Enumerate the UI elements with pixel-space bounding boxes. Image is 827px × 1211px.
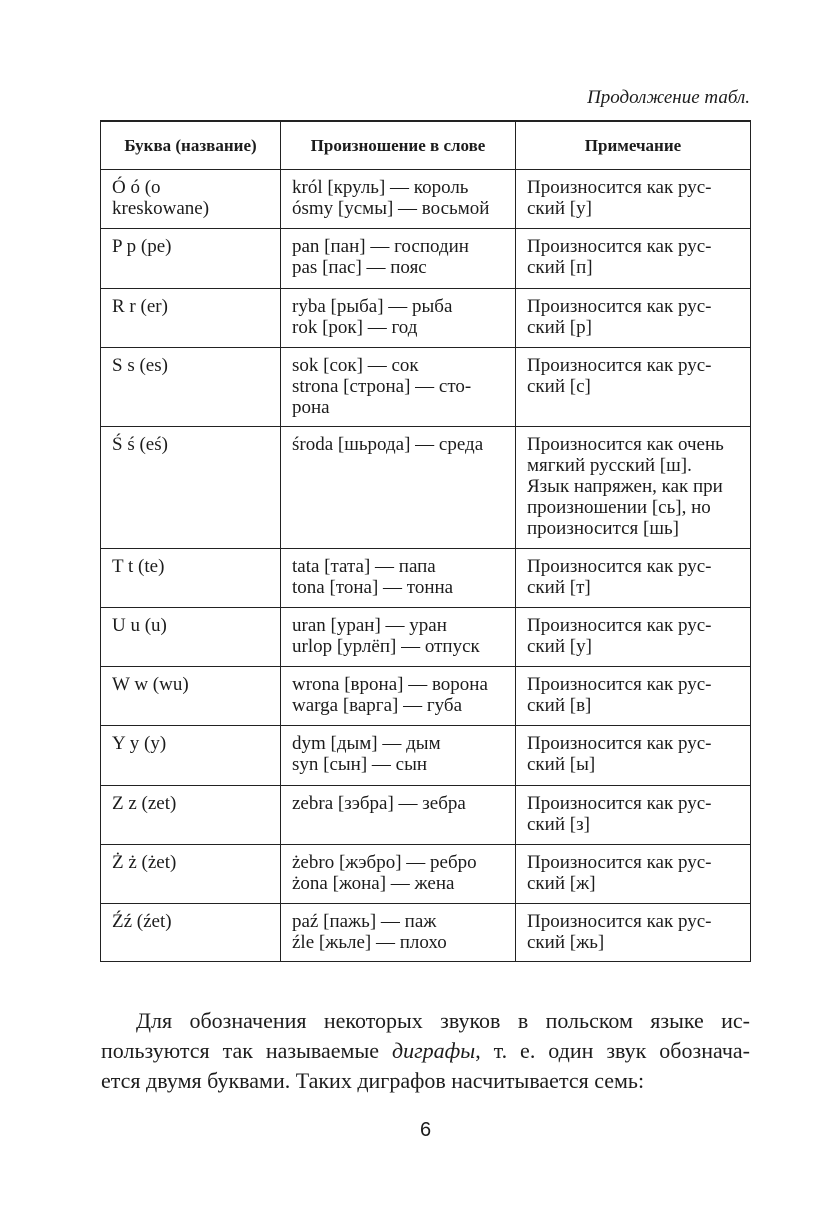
cell-line: Z z (zet) — [112, 793, 177, 814]
header-note: Примечание — [516, 122, 751, 170]
cell-line: urlop [урлёп] — отпуск — [292, 636, 480, 657]
cell-line: U u (u) — [112, 615, 167, 636]
letter-cell — [101, 904, 281, 962]
cell-line: Произносится как рус- — [527, 852, 712, 873]
cell-line: произносится [шь] — [527, 518, 679, 539]
example-cell — [281, 427, 516, 549]
cell-line: мягкий русский [ш]. — [527, 455, 692, 476]
cell-line: ский [з] — [527, 814, 590, 835]
letter-cell — [101, 348, 281, 427]
cell-line: zebra [зэбра] — зебра — [292, 793, 466, 814]
note-cell — [516, 904, 751, 962]
cell-line: pan [пан] — господин — [292, 236, 469, 257]
cell-line: Произносится как рус- — [527, 911, 712, 932]
cell-line: ryba [рыба] — рыба — [292, 296, 453, 317]
cell-line: ский [с] — [527, 376, 591, 397]
cell-line: środa [шьрода] — среда — [292, 434, 484, 455]
paragraph-text: пользуются так называемые — [101, 1038, 392, 1063]
letter-cell — [101, 845, 281, 904]
paragraph-line — [101, 1036, 750, 1066]
example-cell — [281, 549, 516, 608]
example-cell — [281, 845, 516, 904]
cell-line: tata [тата] — папа — [292, 556, 436, 577]
letter-cell — [101, 289, 281, 348]
cell-line: Źź (źet) — [112, 911, 172, 932]
note-cell — [516, 170, 751, 229]
cell-line: рона — [292, 397, 330, 418]
cell-line: ский [у] — [527, 198, 592, 219]
note-cell — [516, 786, 751, 845]
cell-line: żona [жона] — жена — [292, 873, 455, 894]
cell-line: Произносится как рус- — [527, 556, 712, 577]
cell-line: ский [жь] — [527, 932, 605, 953]
cell-line: ский [ы] — [527, 754, 596, 775]
cell-line: Y y (y) — [112, 733, 167, 754]
cell-line: paź [пажь] — паж — [292, 911, 437, 932]
cell-line: R r (er) — [112, 296, 168, 317]
cell-line: P p (pe) — [112, 236, 172, 257]
cell-line: źle [жьле] — плохо — [292, 932, 447, 953]
cell-line: rok [рок] — год — [292, 317, 418, 338]
letter-cell — [101, 427, 281, 549]
example-cell — [281, 608, 516, 667]
example-cell — [281, 348, 516, 427]
cell-line: warga [варга] — губа — [292, 695, 462, 716]
cell-line: syn [сын] — сын — [292, 754, 428, 775]
note-cell — [516, 667, 751, 726]
cell-line: Произносится как рус- — [527, 177, 712, 198]
cell-line: Произносится как рус- — [527, 674, 712, 695]
cell-line: Язык напряжен, как при — [527, 476, 723, 497]
page-number: 6 — [419, 1119, 432, 1141]
cell-line: произношении [сь], но — [527, 497, 711, 518]
cell-line: kreskowane) — [112, 198, 210, 219]
cell-line: Произносится как рус- — [527, 355, 712, 376]
cell-line: ский [у] — [527, 636, 592, 657]
cell-line: Произносится как очень — [527, 434, 724, 455]
continuation-label: Продолжение табл. — [587, 87, 750, 108]
paragraph-line: Для обозначения некоторых звуков в польском языке ис- — [136, 1008, 750, 1033]
letter-cell — [101, 170, 281, 229]
example-cell — [281, 170, 516, 229]
cell-line: dym [дым] — дым — [292, 733, 441, 754]
cell-line: żebro [жэбро] — ребро — [292, 852, 477, 873]
cell-line: uran [уран] — уран — [292, 615, 447, 636]
cell-line: Произносится как рус- — [527, 793, 712, 814]
paragraph-text: , т. е. один звук обознача- — [475, 1038, 751, 1063]
note-cell — [516, 845, 751, 904]
cell-line: sok [сок] — сок — [292, 355, 419, 376]
letter-cell — [101, 549, 281, 608]
example-cell — [281, 786, 516, 845]
cell-line: ский [р] — [527, 317, 592, 338]
cell-line: S s (es) — [112, 355, 168, 376]
cell-line: W w (wu) — [112, 674, 189, 695]
letter-cell — [101, 786, 281, 845]
example-cell — [281, 904, 516, 962]
cell-line: Ś ś (eś) — [112, 434, 168, 455]
cell-line: ский [ж] — [527, 873, 596, 894]
note-cell — [516, 229, 751, 289]
cell-line: strona [строна] — сто- — [292, 376, 472, 397]
cell-line: ósmy [усмы] — восьмой — [292, 198, 490, 219]
cell-line: Ó ó (o — [112, 177, 161, 198]
note-cell — [516, 348, 751, 427]
example-cell — [281, 667, 516, 726]
cell-line: wrona [врона] — ворона — [292, 674, 488, 695]
example-cell — [281, 726, 516, 786]
cell-line: T t (te) — [112, 556, 165, 577]
cell-line: ский [т] — [527, 577, 591, 598]
example-cell — [281, 229, 516, 289]
cell-line: ский [в] — [527, 695, 592, 716]
paragraph-line: ется двумя буквами. Таких диграфов насчитывается семь: — [101, 1068, 645, 1093]
alphabet-table — [100, 120, 751, 962]
note-cell — [516, 549, 751, 608]
cell-line: Ż ż (żet) — [112, 852, 177, 873]
note-cell — [516, 427, 751, 549]
header-letter: Буква (название) — [101, 122, 281, 170]
note-cell — [516, 608, 751, 667]
letter-cell — [101, 726, 281, 786]
body-paragraph — [101, 1006, 750, 1096]
cell-line: Произносится как рус- — [527, 615, 712, 636]
example-cell — [281, 289, 516, 348]
letter-cell — [101, 667, 281, 726]
cell-line: pas [пас] — пояс — [292, 257, 427, 278]
note-cell — [516, 726, 751, 786]
cell-line: Произносится как рус- — [527, 296, 712, 317]
cell-line: tona [тона] — тонна — [292, 577, 454, 598]
paragraph-italic-term: диграфы — [391, 1038, 476, 1063]
cell-line: Произносится как рус- — [527, 236, 712, 257]
cell-line: ский [п] — [527, 257, 593, 278]
letter-cell — [101, 608, 281, 667]
cell-line: Произносится как рус- — [527, 733, 712, 754]
cell-line: król [круль] — король — [292, 177, 469, 198]
header-example: Произношение в слове — [281, 122, 516, 170]
note-cell — [516, 289, 751, 348]
letter-cell — [101, 229, 281, 289]
